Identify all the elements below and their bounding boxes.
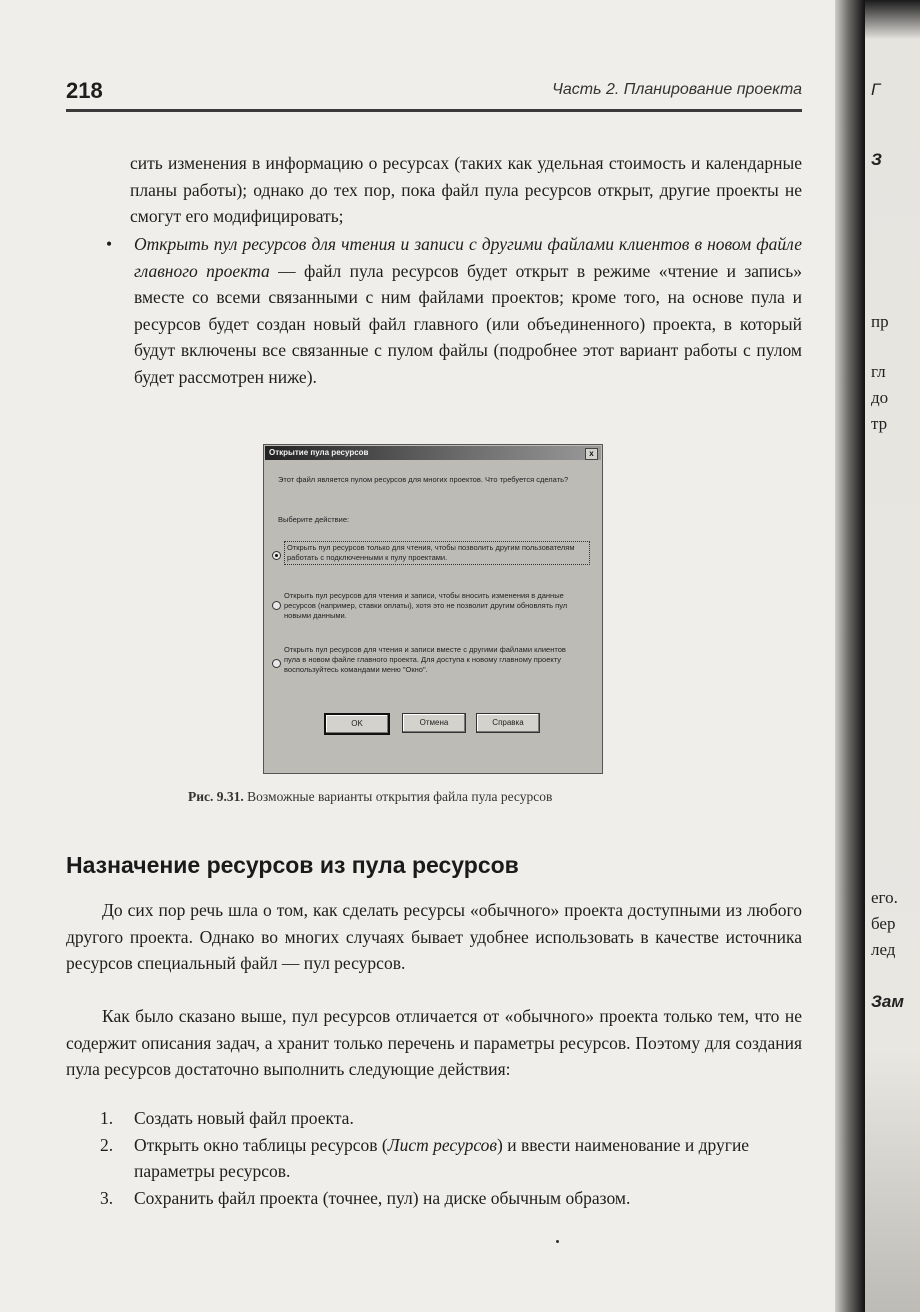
next-page-fragment: пр	[871, 312, 889, 331]
next-page-fragment: бер	[871, 914, 896, 933]
print-speck	[556, 1240, 559, 1243]
open-resource-pool-dialog	[263, 444, 603, 774]
paragraph: Как было сказано выше, пул ресурсов отличается от «обычного» проекта только тем, что не содержит описания задач, а хранит только перечень и параметры ресурсов. Поэтому для создания пула ресурсов достаточно выполнить следующие действия:	[66, 1006, 802, 1079]
list-item	[100, 1185, 802, 1212]
option-master-project-text: Открыть пул ресурсов для чтения и записи вместе с другими файлами клиентов пула в новом файле главного проекта. Для доступа к новому главному проекту воспользуйтесь командами меню "Окно".	[284, 645, 566, 674]
next-page-fragment: З	[871, 150, 882, 169]
section-heading: Назначение ресурсов из пула ресурсов	[66, 852, 519, 878]
header-rule	[66, 109, 802, 112]
figure-caption-text: Возможные варианты открытия файла пула ресурсов	[243, 789, 553, 804]
help-button[interactable]: Справка	[476, 713, 540, 733]
running-section-title: Часть 2. Планирование проекта	[552, 81, 802, 98]
bullet-description: — файл пула ресурсов будет открыт в режиме «чтение и запись» вместе со всеми связанными с ним файлами проектов; кроме того, на основе пула и ресурсов будет создан новый файл главного (или объединенного) проекта, в который будут включены все связанные с пулом файлы (подробнее этот вариант работы с пулом будет рассмотрен ниже).	[134, 260, 802, 387]
list-item-number: 1.	[100, 1108, 114, 1128]
list-item-text: Сохранить файл проекта (точнее, пул) на диске обычным образом.	[134, 1187, 631, 1208]
next-page-fragment: лед	[871, 940, 896, 959]
next-page-fragment: тр	[871, 414, 888, 433]
paragraph: До сих пор речь шла о том, как сделать ресурсы «обычного» проекта доступными из любого другого проекта. Однако во многих случаях бывает удобнее использовать в качестве источника ресурсов специальный файл — пул ресурсов.	[66, 900, 802, 973]
next-page-fragment: гл	[871, 362, 886, 381]
list-item	[100, 1132, 802, 1185]
bullet-italic-option: Открыть пул ресурсов для чтения и записи с другими файлами клиентов в новом файле главного проекта	[134, 234, 802, 281]
next-page-fragment: его.	[871, 888, 898, 907]
option-readonly-text: Открыть пул ресурсов только для чтения, чтобы позволить другим пользователям работать с подключенными к пулу проектами.	[284, 541, 590, 565]
ok-button[interactable]: OK	[324, 713, 390, 735]
list-item-text-tail: ) и ввести наименование и другие параметры ресурсов.	[134, 1134, 750, 1181]
book-gutter	[835, 0, 865, 1312]
cancel-button[interactable]: Отмена	[402, 713, 466, 733]
dialog-titlebar	[265, 446, 601, 460]
book-page-right-edge	[865, 0, 920, 1312]
bullet-marker: •	[106, 234, 113, 254]
dialog-choose-label: Выберите действие:	[278, 515, 350, 524]
list-item-italic: Лист ресурсов	[387, 1134, 497, 1155]
numbered-list	[100, 1105, 802, 1211]
radio-master-project[interactable]	[272, 659, 281, 668]
radio-readonly[interactable]	[272, 551, 281, 560]
figure-label: Рис. 9.31.	[188, 789, 244, 804]
dialog-message: Этот файл является пулом ресурсов для многих проектов. Что требуется сделать?	[278, 475, 569, 484]
page-number: 218	[66, 78, 103, 103]
list-item-text: Открыть окно таблицы ресурсов (	[134, 1134, 388, 1155]
list-item-number: 3.	[100, 1187, 114, 1208]
list-item-number: 2.	[100, 1134, 114, 1155]
option-readwrite-text: Открыть пул ресурсов для чтения и записи, чтобы вносить изменения в данные ресурсов (например, ставки оплаты), хотя это не позволит другим обновлять пул новыми данными.	[284, 591, 568, 620]
bullet-text	[134, 231, 802, 390]
paragraph-continuation: сить изменения в информацию о ресурсах (таких как удельная стоимость и календарные планы работы); однако до тех пор, пока файл пула ресурсов открыт, другие проекты не смогут его модифицировать;	[130, 153, 802, 226]
running-head	[66, 78, 802, 106]
radio-readwrite[interactable]	[272, 601, 281, 610]
next-page-fragment: Зам	[871, 992, 904, 1011]
dialog-title: Открытие пула ресурсов	[269, 448, 369, 457]
close-icon[interactable]: x	[585, 448, 598, 460]
next-page-fragment: до	[871, 388, 889, 407]
list-item-text: Создать новый файл проекта.	[134, 1108, 354, 1128]
next-page-fragment: Г	[871, 80, 881, 99]
figure-caption	[188, 789, 748, 805]
list-item	[100, 1105, 802, 1132]
